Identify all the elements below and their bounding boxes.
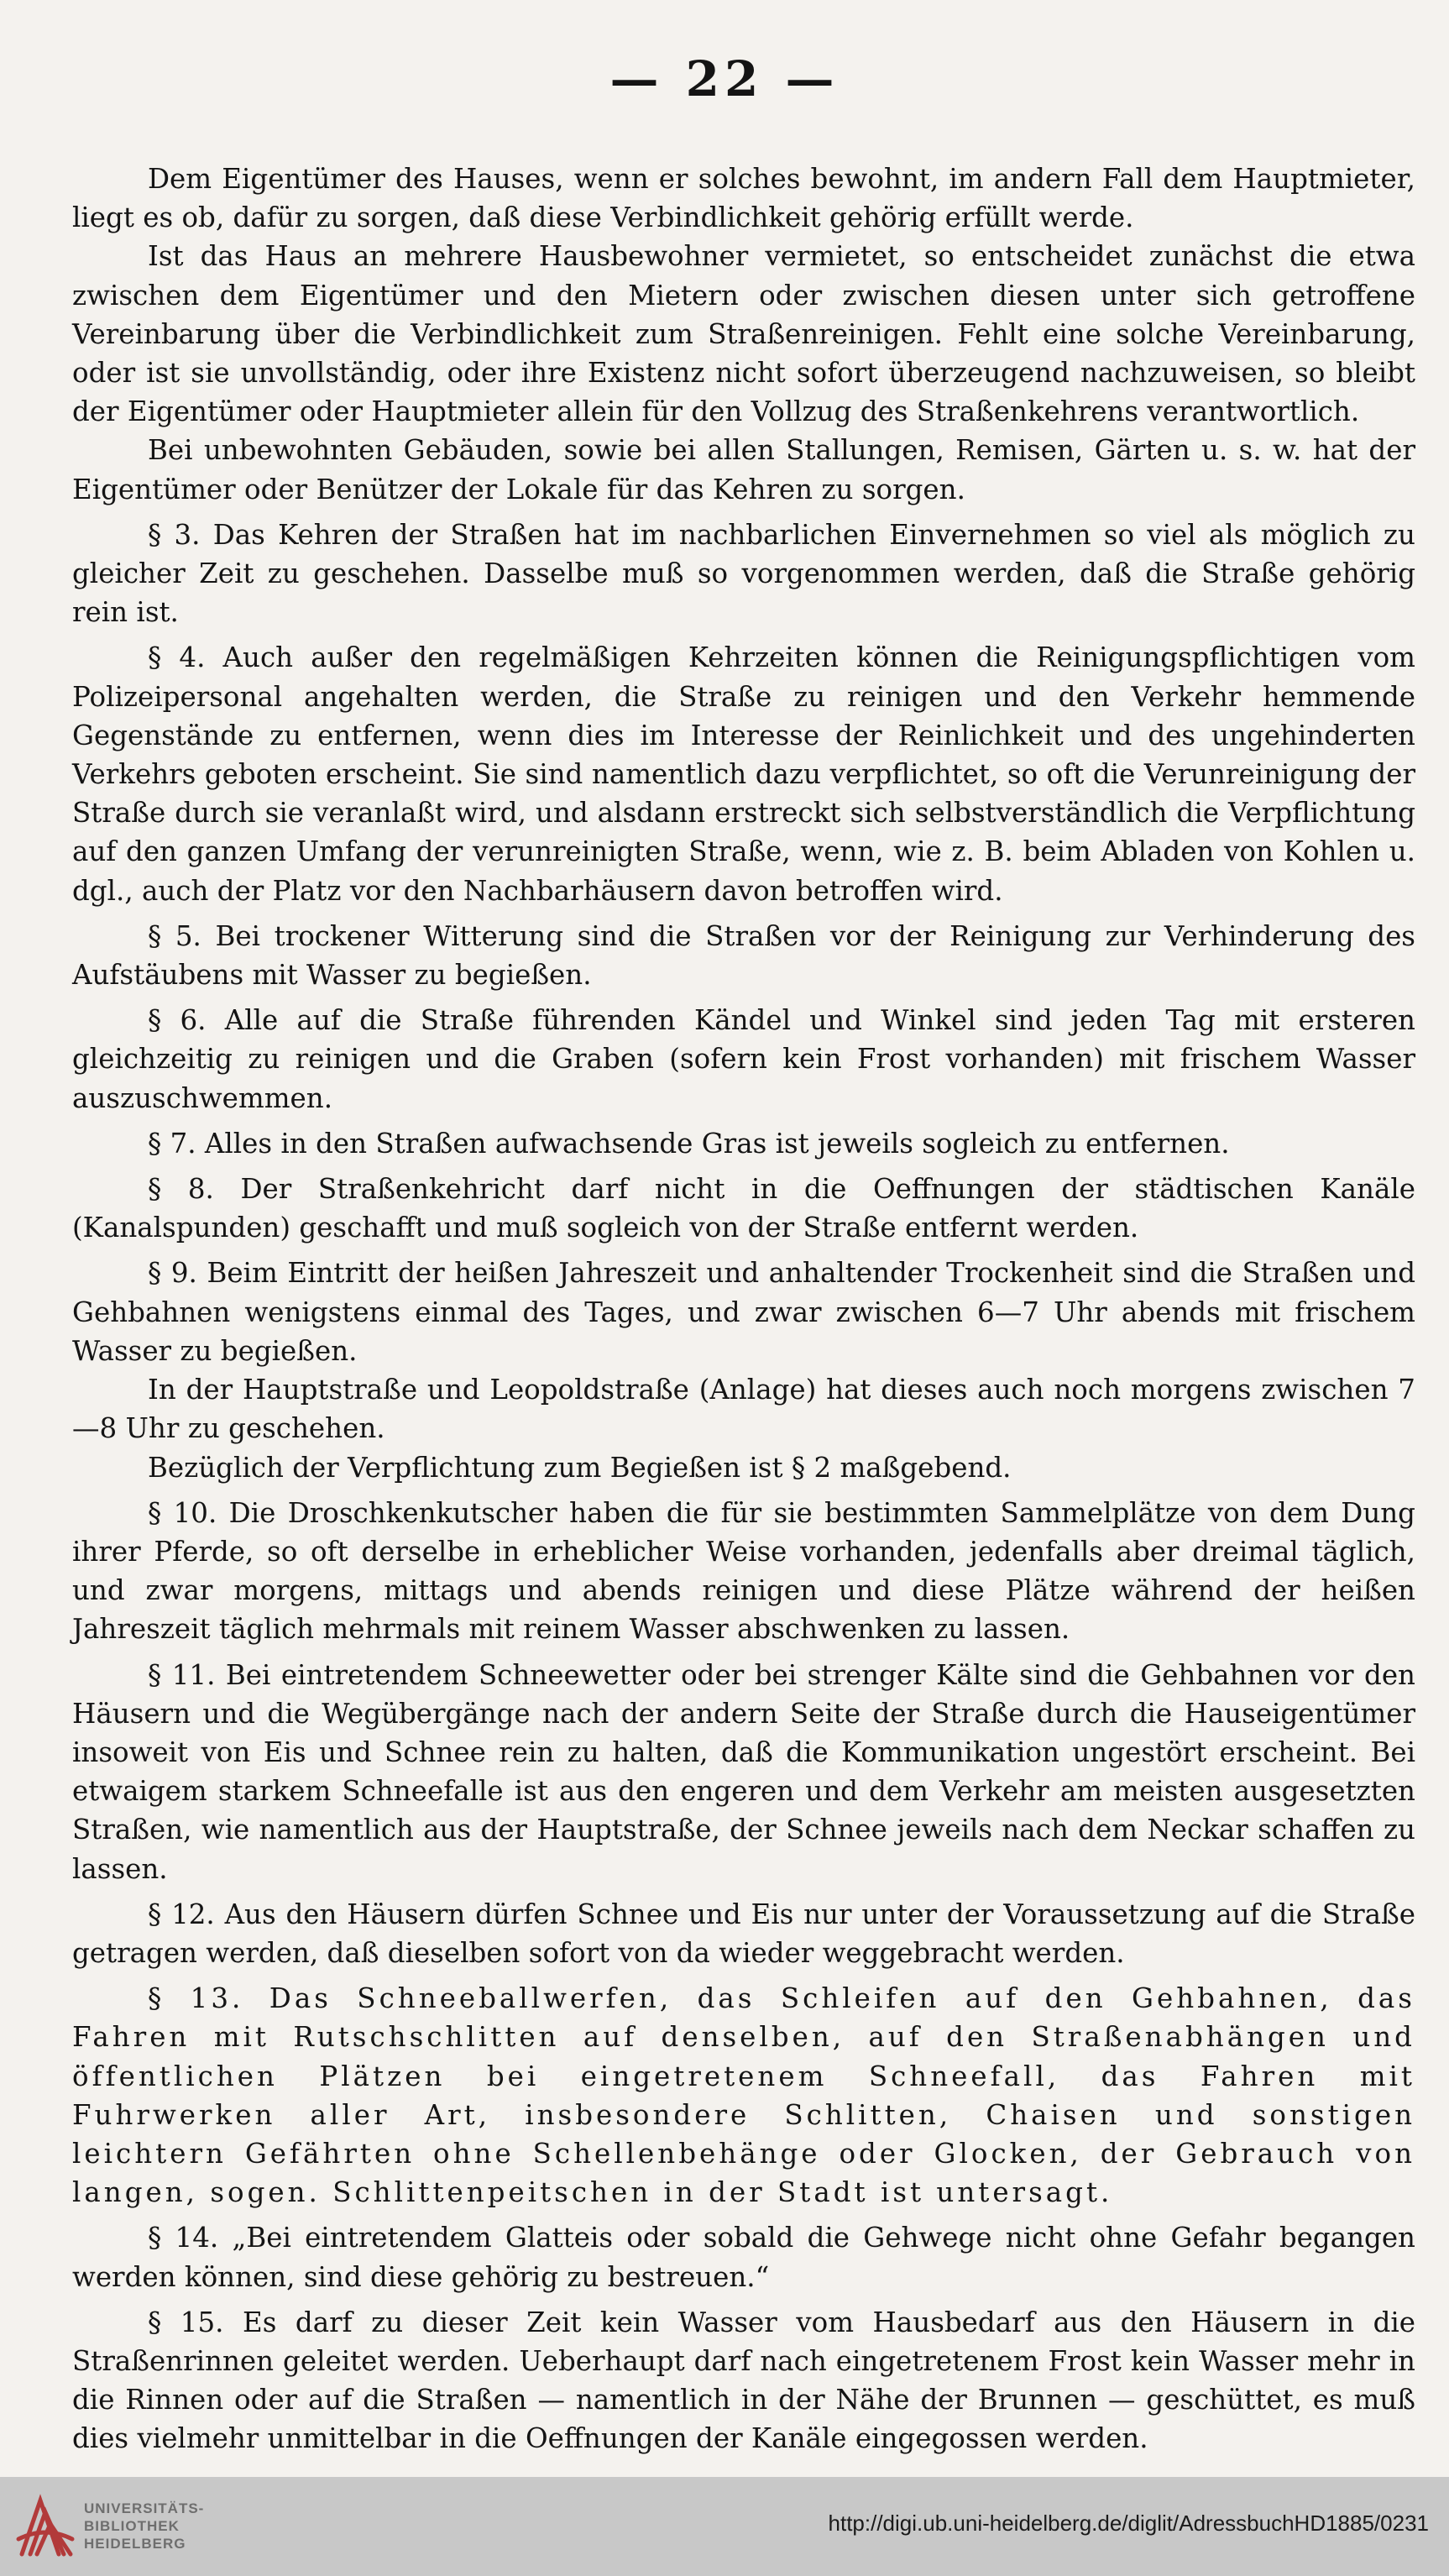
source-url-link[interactable]: http://digi.ub.uni-heidelberg.de/diglit/AdressbuchHD1885/0231 bbox=[828, 2511, 1429, 2536]
page-number: — 22 — bbox=[609, 50, 840, 107]
logo-text-line: BIBLIOTHEK bbox=[84, 2517, 180, 2534]
paragraph: Bei unbewohnten Gebäuden, sowie bei allen Stallungen, Remisen, Gärten u. s. w. hat der Eigentümer oder Benützer der Lokale für das Kehren zu sorgen. bbox=[72, 434, 1415, 505]
paragraph: Bezüglich der Verpflichtung zum Begießen ist § 2 maßgebend. bbox=[148, 1451, 1012, 1484]
paragraph-section-11: § 11. Bei eintretendem Schneewetter oder bei strenger Kälte sind die Gehbahnen vor den Häusern und die Wegübergänge nach der andern Seite der Straße durch die Hauseigentümer insoweit von Eis und Schnee rein zu halten, daß die Kommunikation ungestört erscheint. Bei etwaigem starkem Schneefalle ist aus den engeren und dem Verkehr am meisten ausgesetzten Straßen, wie namentlich aus der Hauptstraße, der Schnee jeweils nach dem Neckar schaffen zu lassen. bbox=[72, 1658, 1415, 1885]
paragraph: Dem Eigentümer des Hauses, wenn er solches bewohnt, im andern Fall dem Hauptmieter, liegt es ob, dafür zu sorgen, daß diese Verbindlichkeit gehörig erfüllt werde. bbox=[72, 163, 1415, 234]
paragraph-section-3: § 3. Das Kehren der Straßen hat im nachbarlichen Einvernehmen so viel als möglich zu gleicher Zeit zu geschehen. Dasselbe muß so vorgenommen werden, daß die Straße gehörig rein ist. bbox=[72, 518, 1415, 629]
paragraph-section-12: § 12. Aus den Häusern dürfen Schnee und Eis nur unter der Voraussetzung auf die Straße getragen werden, daß dieselben sofort von da wieder weggebracht werden. bbox=[72, 1898, 1415, 1969]
paragraph: Ist das Haus an mehrere Hausbewohner vermietet, so entscheidet zunächst die etwa zwischen dem Eigentümer und den Mietern oder zwischen diesen unter sich getroffene Vereinbarung über die Verbindlichkeit zum Straßenreinigen. Fehlt eine solche Vereinbarung, oder ist sie unvollständig, oder ihre Existenz nicht sofort überzeugend nachzuweisen, so bleibt der Eigentümer oder Hauptmieter allein für den Vollzug des Straßenkehrens verantwortlich. bbox=[72, 240, 1415, 428]
paragraph-section-13: § 13. Das Schneeballwerfen, das Schleifen auf den Gehbahnen, das Fahren mit Rutschschlitten auf denselben, auf den Straßenabhängen und öffentlichen Plätzen bei eingetretenem Schneefall, das Fahren mit Fuhrwerken aller Art, insbesondere Schlitten, Chaisen und sonstigen leichtern Gefährten ohne Schellenbehänge oder Glocken, der Gebrauch von langen, sogen. Schlittenpeitschen in der Stadt ist untersagt. bbox=[72, 1982, 1415, 2209]
logo-text-line: HEIDELBERG bbox=[84, 2535, 186, 2552]
logo-text-line: UNIVERSITÄTS- bbox=[84, 2500, 205, 2516]
paragraph-section-4: § 4. Auch außer den regelmäßigen Kehrzeiten können die Reinigungspflichtigen vom Polizeipersonal angehalten werden, die Straße zu reinigen und den Verkehr hemmende Gegenstände zu entfernen, wenn dies im Interesse der Reinlichkeit und des ungehinderten Verkehrs geboten erscheint. Sie sind namentlich dazu verpflichtet, so oft die Verunreinigung der Straße durch sie veranlaßt wird, und alsdann erstreckt sich selbstverständlich die Verpflichtung auf den ganzen Umfang der verunreinigten Straße, wenn, wie z. B. beim Abladen von Kohlen u. dgl., auch der Platz vor den Nachbarhäusern davon betroffen wird. bbox=[72, 641, 1415, 907]
paragraph-section-15: § 15. Es darf zu dieser Zeit kein Wasser vom Hausbedarf aus den Häusern in die Straßenrinnen geleitet werden. Ueberhaupt darf nach eingetretenem Frost kein Wasser mehr in die Rinnen oder auf die Straßen — namentlich in der Nähe der Brunnen — geschüttet, es muß dies vielmehr unmittelbar in die Oeffnungen der Kanäle eingegossen werden. bbox=[72, 2306, 1415, 2455]
paragraph-section-10: § 10. Die Droschkenkutscher haben die für sie bestimmten Sammelplätze von dem Dung ihrer Pferde, so oft derselbe in erheblicher Weise vorhanden, jedenfalls aber dreimal täglich, und zwar morgens, mittags und abends reinigen und diese Plätze während der heißen Jahreszeit täglich mehrmals mit reinem Wasser abschwenken zu lassen. bbox=[72, 1496, 1415, 1646]
paragraph-section-7: § 7. Alles in den Straßen aufwachsende Gras ist jeweils sogleich zu entfernen. bbox=[148, 1127, 1230, 1160]
footer-bar bbox=[0, 2477, 1449, 2576]
body-text bbox=[72, 160, 1415, 2458]
paragraph-section-14: § 14. „Bei eintretendem Glatteis oder sobald die Gehwege nicht ohne Gefahr begangen werden können, sind diese gehörig zu bestreuen.“ bbox=[72, 2222, 1415, 2293]
paragraph: In der Hauptstraße und Leopoldstraße (Anlage) hat dieses auch noch morgens zwischen 7—8 Uhr zu geschehen. bbox=[72, 1374, 1415, 1445]
paragraph-section-9: § 9. Beim Eintritt der heißen Jahreszeit und anhaltender Trockenheit sind die Straßen und Gehbahnen wenigstens einmal des Tages, und zwar zwischen 6—7 Uhr abends mit frischem Wasser zu begießen. bbox=[72, 1257, 1415, 1367]
paragraph-section-6: § 6. Alle auf die Straße führenden Kändel und Winkel sind jeden Tag mit ersteren gleichzeitig zu reinigen und die Graben (sofern kein Frost vorhanden) mit frischem Wasser auszuschwemmen. bbox=[72, 1004, 1415, 1114]
library-logo[interactable] bbox=[15, 2492, 204, 2559]
paragraph-section-5: § 5. Bei trockener Witterung sind die Straßen vor der Reinigung zur Verhinderung des Aufstäubens mit Wasser zu begießen. bbox=[72, 919, 1415, 992]
library-logo-text bbox=[84, 2500, 204, 2552]
paragraph-section-8: § 8. Der Straßenkehricht darf nicht in die Oeffnungen der städtischen Kanäle (Kanalspunden) geschafft und muß sogleich von der Straße entfernt werden. bbox=[72, 1173, 1415, 1244]
university-library-logo-icon bbox=[15, 2492, 76, 2559]
